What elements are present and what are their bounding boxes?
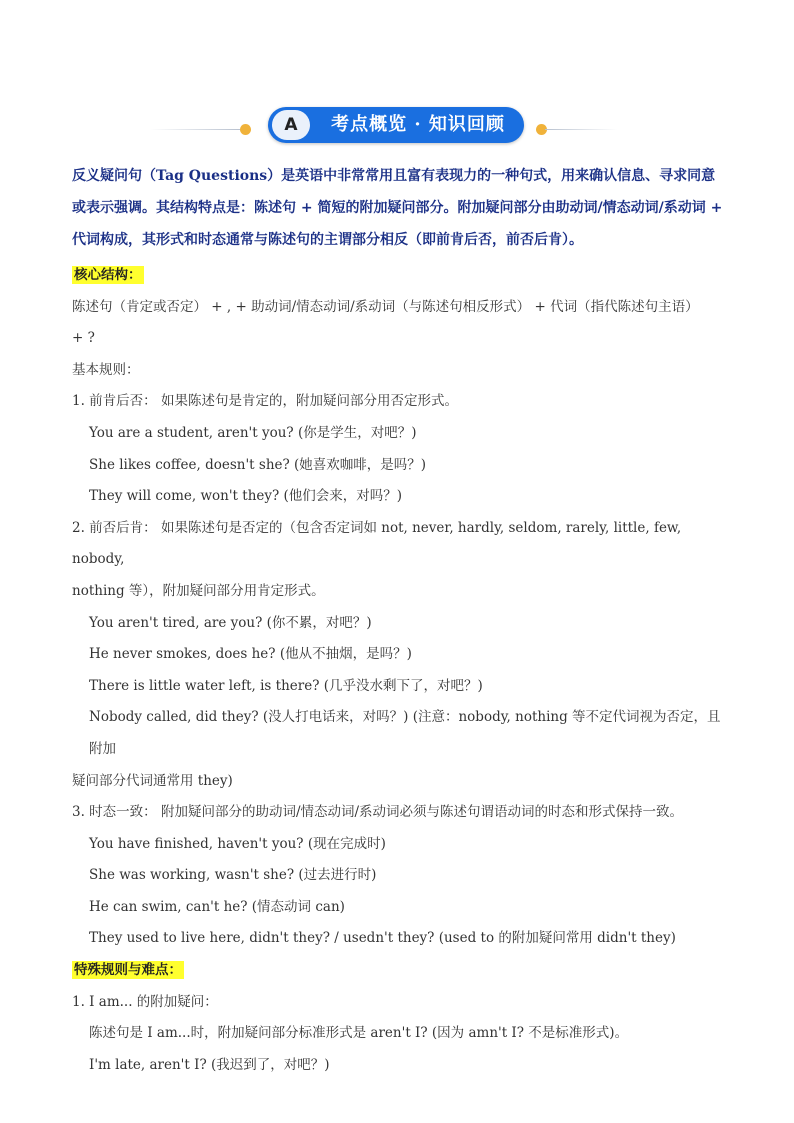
rule2-title-line2: nothing 等），附加疑问部分用肯定形式。 (72, 582, 325, 599)
banner-right-rule (545, 129, 617, 130)
core-structure-heading: 核心结构： (74, 267, 142, 283)
intro-paragraph: 反义疑问句（Tag Questions）是英语中非常常用且富有表现力的一种句式，用来确认信息、寻求同意或表示强调。其结构特点是：陈述句 + 简短的附加疑问部分。附加疑问部分由助动词/情态动词/系动词 + 代词构成，其形式和时态通常与陈述句的主谓部分相反（即前肯后否，前否后肯）。 (72, 168, 723, 248)
rule2-example: There is little water left, is there? (几乎没水剩下了，对吧？) (89, 677, 483, 694)
rule3-example: You have finished, haven't you? (现在完成时) (89, 835, 386, 852)
special-item1-title: 1. I am... 的附加疑问： (72, 993, 218, 1010)
rule3-title: 3. 时态一致： 附加疑问部分的助动词/情态动词/系动词必须与陈述句谓语动词的时态和形式保持一致。 (72, 804, 684, 821)
special-item1-line: 陈述句是 I am...时，附加疑问部分标准形式是 aren't I? (因为 amn't I? 不是标准形式)。 (89, 1025, 629, 1042)
rule1-title: 1. 前肯后否： 如果陈述句是肯定的，附加疑问部分用否定形式。 (72, 393, 458, 410)
rule1-example: She likes coffee, doesn't she? (她喜欢咖啡，是吗？) (89, 456, 427, 473)
rule2-note-line2: 疑问部分代词通常用 they) (72, 772, 233, 789)
rule3-example: They used to live here, didn't they? / usedn't they? (used to 的附加疑问常用 didn't they) (89, 930, 676, 947)
banner-left-rule (150, 129, 240, 130)
rule1-example: You are a student, aren't you? (你是学生，对吧？) (89, 424, 417, 441)
rule1-example: They will come, won't they? (他们会来，对吗？) (89, 488, 403, 505)
special-rules-heading: 特殊规则与难点： (74, 962, 182, 979)
rule2-note-line1: Nobody called, did they? (没人打电话来，对吗？) (注意：nobody, nothing 等不定代词视为否定，且附加 (89, 709, 721, 757)
banner-letter: A (272, 110, 310, 140)
banner-title: 考点概览 · 知识回顾 (331, 114, 505, 135)
banner-pill (268, 107, 524, 143)
core-formula-line1: 陈述句（肯定或否定） + , + 助动词/情态动词/系动词（与陈述句相反形式） + 代词（指代陈述句主语） (72, 298, 699, 315)
special-item1-line: I'm late, aren't I? (我迟到了，对吧？) (89, 1056, 330, 1073)
banner-left-dot (240, 124, 251, 135)
section-banner (0, 106, 794, 146)
rule2-example: He never smokes, does he? (他从不抽烟，是吗？) (89, 646, 412, 663)
core-formula-line2: + ? (72, 330, 95, 347)
rules-content (72, 260, 724, 1081)
rule2-example: You aren't tired, are you? (你不累，对吧？) (89, 614, 372, 631)
rule3-example: She was working, wasn't she? (过去进行时) (89, 867, 377, 884)
rule2-title-line1: 2. 前否后肯： 如果陈述句是否定的（包含否定词如 not, never, hardly, seldom, rarely, little, few, nobody, (72, 519, 682, 568)
rule3-example: He can swim, can't he? (情态动词 can) (89, 898, 345, 915)
basic-rules-heading: 基本规则： (72, 361, 140, 378)
